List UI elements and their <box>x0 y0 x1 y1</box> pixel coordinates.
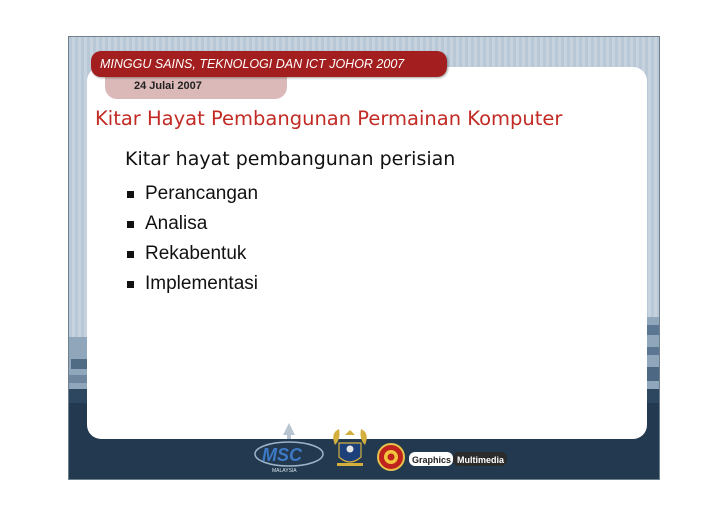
multimedia-label: Multimedia <box>457 455 505 465</box>
state-emblem-logo <box>378 444 404 470</box>
bullet-text: Rekabentuk <box>145 243 247 264</box>
presentation-date: 24 Julai 2007 <box>134 80 202 92</box>
msc-sub-text: MALAYSIA <box>272 468 297 474</box>
graphics-multimedia-logo <box>409 452 507 466</box>
graphics-label: Graphics <box>412 455 452 465</box>
slide-title: Kitar Hayat Pembangunan Permainan Komputer <box>95 107 563 130</box>
event-title: MINGGU SAINS, TEKNOLOGI DAN ICT JOHOR 2007 <box>100 57 405 71</box>
msc-malaysia-logo <box>255 423 323 474</box>
bullet-text: Implementasi <box>145 273 258 294</box>
footer-logos <box>69 37 660 480</box>
bullet-text: Analisa <box>145 213 208 234</box>
intro-text: Kitar hayat pembangunan perisian <box>125 148 456 170</box>
slide-canvas <box>68 36 660 480</box>
bullet-text: Perancangan <box>145 183 259 204</box>
johor-crest-logo <box>333 429 367 466</box>
msc-logo-text: MSC <box>262 445 302 465</box>
